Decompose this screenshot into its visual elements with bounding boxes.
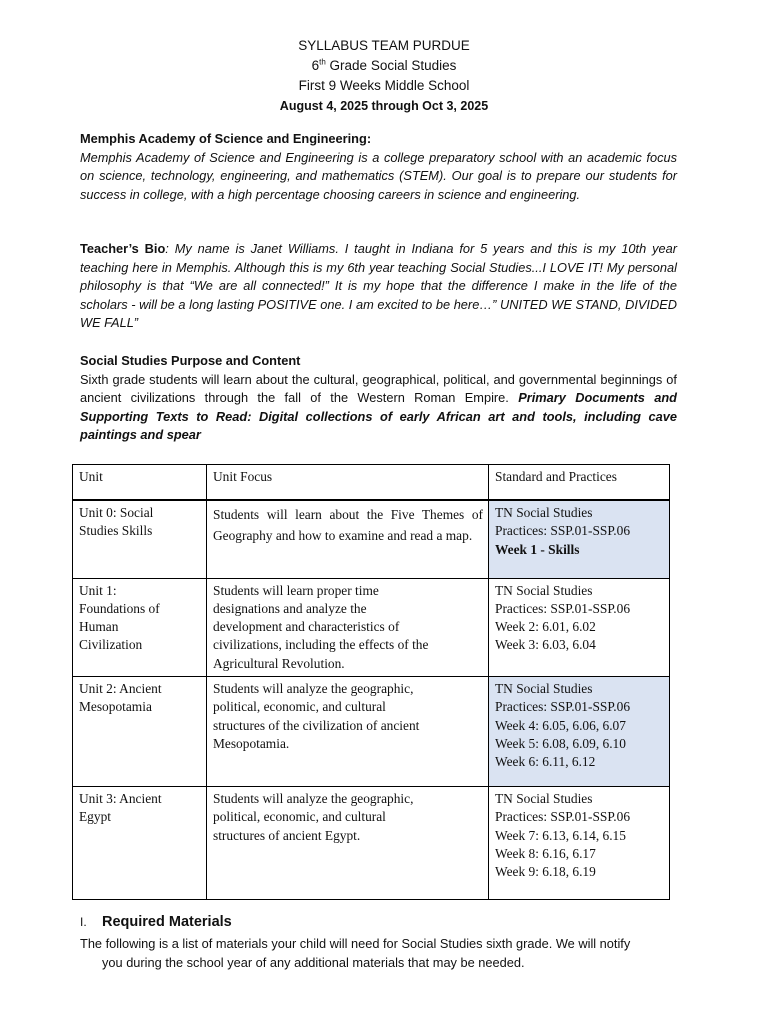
standards-line: Week 8: 6.16, 6.17 <box>495 845 596 861</box>
standards-line: TN Social Studies <box>495 505 593 520</box>
syllabus-title: SYLLABUS TEAM PURDUE <box>298 38 470 53</box>
focus-cell <box>207 676 489 786</box>
purpose-text <box>80 371 677 445</box>
focus-line: Students will learn proper time <box>213 582 379 598</box>
school-heading: Memphis Academy of Science and Engineering: <box>80 131 372 146</box>
units-table <box>72 464 670 900</box>
unit-cell <box>73 500 207 578</box>
standards-line: TN Social Studies <box>495 680 593 696</box>
table-row <box>73 578 670 676</box>
focus-line: civilizations, including the effects of the <box>213 637 429 653</box>
standards-cell <box>489 786 670 899</box>
unit-line: Unit 2: Ancient <box>79 680 162 696</box>
unit-cell <box>73 578 207 676</box>
materials-text <box>80 934 680 972</box>
focus-line: development and characteristics of <box>213 619 400 635</box>
materials-number: I. <box>80 915 87 929</box>
standards-line: Week 6: 6.11, 6.12 <box>495 754 596 770</box>
bio-text: : My name is Janet Williams. I taught in Indiana for 5 years and this is my 10th year teaching here in Memphis. Although this is my 6th year teaching Social Studies...I LOVE IT! My personal philosophy is that “We are all connected!” It is my hope that the difference I make in the life of the scholars - will be a long lasting POSITIVE one. I am excited to be here…” UNITED WE STAND, DIVIDED WE FALL” <box>80 241 677 331</box>
focus-line: Students will analyze the geographic, <box>213 680 414 696</box>
purpose-heading: Social Studies Purpose and Content <box>80 353 301 368</box>
standards-line: Practices: SSP.01-SSP.06 <box>495 699 631 715</box>
grade-ordinal: th <box>319 57 326 67</box>
standards-line: Week 9: 6.18, 6.19 <box>495 864 596 880</box>
grade-number: 6 <box>311 58 320 73</box>
materials-line: The following is a list of materials your child will need for Social Studies sixth grade. We will notify <box>80 936 631 951</box>
standards-cell <box>489 500 670 578</box>
standards-line: Week 2: 6.01, 6.02 <box>495 619 596 635</box>
focus-cell <box>207 500 489 578</box>
focus-cell <box>207 786 489 899</box>
focus-line: Agricultural Revolution. <box>213 655 345 671</box>
purpose-body: Sixth grade students will learn about the cultural, geographical, political, and governmental beginnings of ancient civilizations through the fall of the Western Roman Empire. <box>80 371 677 406</box>
standards-week-bold: Week 1 - Skills <box>495 541 580 557</box>
materials-heading-row <box>80 914 232 930</box>
standards-line: Practices: SSP.01-SSP.06 <box>495 809 631 825</box>
focus-line: political, economic, and cultural <box>213 809 386 825</box>
materials-line: you during the school year of any additional materials that may be needed. <box>102 955 525 970</box>
table-row <box>73 500 670 578</box>
unit-line: Unit 0: Social <box>79 505 154 520</box>
standards-line: Week 7: 6.13, 6.14, 6.15 <box>495 827 626 843</box>
header-unit: Unit <box>73 465 207 501</box>
table-row <box>73 676 670 786</box>
standards-line: Practices: SSP.01-SSP.06 <box>495 523 631 539</box>
standards-cell <box>489 676 670 786</box>
grade-text: Grade Social Studies <box>325 58 457 73</box>
standards-line: Week 4: 6.05, 6.06, 6.07 <box>495 717 626 733</box>
focus-line: structures of the civilization of ancient <box>213 717 420 733</box>
teacher-bio <box>80 240 677 333</box>
materials-heading: Required Materials <box>102 914 232 930</box>
unit-line: Foundations of <box>79 600 160 616</box>
standards-line: Practices: SSP.01-SSP.06 <box>495 600 631 616</box>
unit-line: Civilization <box>79 637 143 653</box>
school-section <box>80 130 677 204</box>
standards-line: TN Social Studies <box>495 582 593 598</box>
focus-line: structures of ancient Egypt. <box>213 827 361 843</box>
focus-line: political, economic, and cultural <box>213 699 386 715</box>
unit-cell <box>73 786 207 899</box>
bio-label: Teacher’s Bio <box>80 241 166 256</box>
purpose-emphasis: Primary Documents and Supporting Texts to Read: Digital collections of early African art and tools, including cave paintings and spear <box>80 390 677 443</box>
unit-cell <box>73 676 207 786</box>
standards-line: TN Social Studies <box>495 790 593 806</box>
table-header-row <box>73 465 670 501</box>
header-standards: Standard and Practices <box>489 465 670 501</box>
standards-cell <box>489 578 670 676</box>
purpose-section <box>80 352 677 445</box>
unit-line: Studies Skills <box>79 523 153 539</box>
unit-line: Unit 1: <box>79 582 117 598</box>
focus-text: Students will learn about the Five Themes of Geography and how to examine and read a map. <box>213 507 483 543</box>
header-unit-focus: Unit Focus <box>207 465 489 501</box>
table-row <box>73 786 670 899</box>
focus-line: Students will analyze the geographic, <box>213 790 414 806</box>
syllabus-header <box>0 36 768 116</box>
standards-line: Week 5: 6.08, 6.09, 6.10 <box>495 735 626 751</box>
date-range: August 4, 2025 through Oct 3, 2025 <box>279 99 489 113</box>
unit-line: Unit 3: Ancient <box>79 790 162 806</box>
focus-line: designations and analyze the <box>213 600 367 616</box>
standards-line: Week 3: 6.03, 6.04 <box>495 637 596 653</box>
grade-line <box>0 56 768 76</box>
unit-line: Egypt <box>79 809 111 825</box>
unit-line: Mesopotamia <box>79 699 152 715</box>
unit-line: Human <box>79 619 119 635</box>
school-description: Memphis Academy of Science and Engineering is a college preparatory school with an academic focus on science, technology, engineering, and mathematics (STEM). Our goal is to prepare our students for success in college, with a high percentage choosing careers in science and engineering. <box>80 149 677 202</box>
term-line: First 9 Weeks Middle School <box>298 78 470 93</box>
focus-cell <box>207 578 489 676</box>
focus-line: Mesopotamia. <box>213 735 290 751</box>
